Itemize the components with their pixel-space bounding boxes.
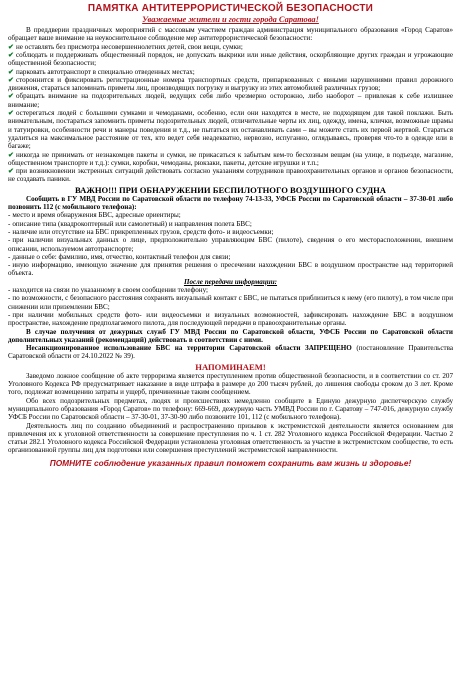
- after-item-text: по возможности, с безопасного расстояния сохранять визуальный контакт с БВС, не пытаться приблизиться к нему (его пилоту), в том числе при снижении или приземлении БВС;: [8, 294, 453, 311]
- rule-text: парковать автотранспорт в специально отведенных местах;: [15, 67, 195, 76]
- intro-paragraph: В преддверии праздничных мероприятий с массовым участием граждан администрация муниципального образования «Город Саратов» обращает ваше внимание на неукоснительное соблюдение мер антитеррористической безопасности:: [8, 26, 453, 43]
- ban-decree: (постановление Правительства Саратовской области от 24.10.2022 № 39).: [8, 344, 453, 361]
- dash-icon: -: [8, 310, 11, 319]
- after-item: [8, 286, 453, 294]
- after-item-text: при наличии мобильных средств фото- или видеосъемки и визуальных возможностей, зафиксировать нахождение БВС в воздушном пространстве, нахождение предполагаемого пилота, для последующей передачи в правоохранительные органы.: [8, 310, 453, 328]
- rule-item: [8, 109, 453, 150]
- rule-text: остерегаться людей с большими сумками и чемоданами, особенно, если они находятся в месте, не подходящем для такой поклажи. Быть внимательным, постараться запомнить приметы подозрительных людей, отличительные черты их лиц, одежду, имена, клички, возможные шрамы и татуировки, особенности речи и манеры поведения и т.д., не пытаться их останавливать сами – вы можете стать их первой жертвой. Стараться удалиться на максимальное расстояние от тех, кто ведет себя неадекватно, нервозно, испуганно, оглядываясь, проверяя что-то в одежде или в багаже;: [8, 109, 453, 151]
- check-mark-icon: ✔: [8, 67, 14, 76]
- rule-text: не оставлять без присмотра несовершеннолетних детей, свои вещи, сумки;: [15, 42, 243, 51]
- dash-icon: -: [8, 252, 11, 261]
- remind-heading: НАПОМИНАЕМ!: [195, 361, 266, 372]
- bvs-heading: ВАЖНО!!! ПРИ ОБНАРУЖЕНИИ БЕСПИЛОТНОГО ВОЗДУШНОГО СУДНА: [74, 184, 387, 195]
- report-item: [8, 253, 453, 261]
- report-item: [8, 211, 453, 219]
- rule-text: соблюдать и поддерживать общественный порядок, не допускать выкрики или иные действия, оскорбляющие других граждан и угрожающие общественной безопасности;: [8, 50, 453, 68]
- memo-subtitle: Уважаемые жители и гости города Саратова!: [142, 15, 319, 24]
- rule-text: стороннится и фиксировать регистрационные номера транспортных средств, припаркованных с явными нарушениями правил дорожного движения, стараться запоминать приметы лиц, производящих погрузку и выгрузку из этих автомобилей различных грузов;: [8, 75, 453, 93]
- rule-text: никогда не принимать от незнакомцев пакеты и сумки, не прикасаться к забытым кем-то бесхозным вещам (на улице, в подъезде, магазине, общественном транспорте и т.д.): сумки, коробки, чемоданы, рюкзаки, пакеты, детские игрушки и т.п.;: [8, 150, 453, 167]
- rules-list: [8, 43, 453, 184]
- rule-item: [8, 167, 453, 184]
- check-mark-icon: ✔: [8, 167, 14, 176]
- after-heading: После передачи информации:: [183, 277, 278, 286]
- report-text: Сообщить в ГУ МВД России по Саратовской области по телефону 74-13-33, УФСБ России по Саратовской области – 37-30-01 либо позвонить 112 (с мобильного телефона):: [8, 194, 453, 212]
- dash-icon: -: [8, 286, 11, 295]
- report-item-text: место и время обнаружения БВС, адресные ориентиры;: [12, 211, 181, 220]
- check-mark-icon: ✔: [8, 42, 14, 51]
- report-item: [8, 236, 453, 253]
- rule-item: [8, 51, 453, 68]
- report-item: [8, 228, 453, 236]
- remind-paragraph-1: Заведомо ложное сообщение об акте терроризма является преступлением против общественной безопасности, и в соответствии со ст. 207 Уголовного Кодекса РФ предусматривает наказание в виде штрафа в размере до 200 тысяч рублей, до лишения свободы сроком до 3 лет. Кроме того, подлежат возмещению затраты и ущерб, причиненные таким сообщением.: [8, 371, 453, 397]
- report-line: [8, 195, 453, 212]
- report-item: [8, 261, 453, 278]
- dash-icon: -: [8, 227, 11, 236]
- dash-icon: -: [8, 236, 11, 245]
- after-item: [8, 294, 453, 311]
- memo-title: ПАМЯТКА АНТИТЕРРОРИСТИЧЕСКОЙ БЕЗОПАСНОСТИ: [87, 3, 374, 14]
- ban-paragraph: [8, 344, 453, 361]
- footer-warning: ПОМНИТЕ соблюдение указанных правил поможет сохранить вам жизнь и здоровье!: [49, 457, 412, 468]
- report-item: [8, 220, 453, 228]
- rule-item: [8, 76, 453, 93]
- instructions-note: В случае получения от дежурных служб ГУ МВД России по Саратовской области, УФСБ России по Саратовской области дополнительных указаний (рекомендаций) действовать в соответствии с ними.: [8, 327, 453, 344]
- check-mark-icon: ✔: [8, 92, 14, 101]
- check-mark-icon: ✔: [8, 75, 14, 84]
- rule-text: обращать внимание на подозрительных людей, ведущих себя либо чрезмерно осторожно, либо наоборот – привлекая к себе излишнее внимание;: [8, 92, 453, 109]
- after-item: [8, 311, 453, 328]
- after-items-list: [8, 286, 453, 327]
- report-item-text: наличие или отсутствие на БВС прикрепленных грузов, средств фото- и видеосъемки;: [12, 227, 274, 236]
- dash-icon: -: [8, 294, 11, 303]
- rule-item: [8, 68, 453, 76]
- report-item-text: описание типа (квадрокоптерный или самолетный) и направления полета БВС;: [12, 219, 252, 228]
- report-item-text: при наличии визуальных данных о лице, предположительно управляющим БВС (пилоте), сведения о его месторасположении, внешнем описании, используемом автотранспорте;: [8, 236, 453, 253]
- check-mark-icon: ✔: [8, 109, 14, 118]
- rule-item: [8, 92, 453, 109]
- remind-paragraph-3: Деятельность лиц по созданию объединений и распространению призывов к экстремистской деятельности является основанием для привлечения их к уголовной ответственности за совершение преступления по ч. 1 ст. 282 Уголовного кодекса Российской Федерации. Частью 2 статьи 282.1 Уголовного кодекса Российской Федерации установлена уголовная ответственность за участие в экстремистском сообществе, то есть организованной группы лиц для подготовки или совершения преступлений экстремистской направленности.: [8, 421, 453, 455]
- report-items-list: [8, 211, 453, 277]
- check-mark-icon: ✔: [8, 50, 14, 59]
- dash-icon: -: [8, 219, 11, 228]
- remind-paragraph-2: Обо всех подозрительных предметах, людях и происшествиях немедленно сообщите в Единую дежурную диспетчерскую службу муниципального образования «Город Саратов» по телефону: 669-669, дежурную часть УМВД России по г. Саратову – 747-016, дежурную службу УФСБ России по Саратовской области – 37-30-01, 37-30-90 либо позвоните 101, 112 (с мобильного телефона).: [8, 396, 453, 422]
- ban-text: Несанкционированное использование БВС на территории Саратовской области ЗАПРЕЩЕНО: [26, 344, 352, 353]
- rule-text: при возникновении экстренных ситуаций действовать согласно указаниям сотрудников правоохранительных органов и органов безопасности, не создавать паники.: [8, 167, 453, 184]
- rule-item: [8, 151, 453, 168]
- report-item-text: данные о себе: фамилию, имя, отчество, контактный телефон для связи;: [12, 252, 231, 261]
- after-item-text: находится на связи по указанному в своем сообщении телефону;: [12, 286, 209, 295]
- report-item-text: иную информацию, имеющую значение для принятия решения о пресечении нахождении БВС в воздушном пространстве над территорией объекта.: [8, 261, 453, 278]
- dash-icon: -: [8, 211, 11, 220]
- dash-icon: -: [8, 261, 11, 270]
- rule-item: [8, 43, 453, 51]
- check-mark-icon: ✔: [8, 150, 14, 159]
